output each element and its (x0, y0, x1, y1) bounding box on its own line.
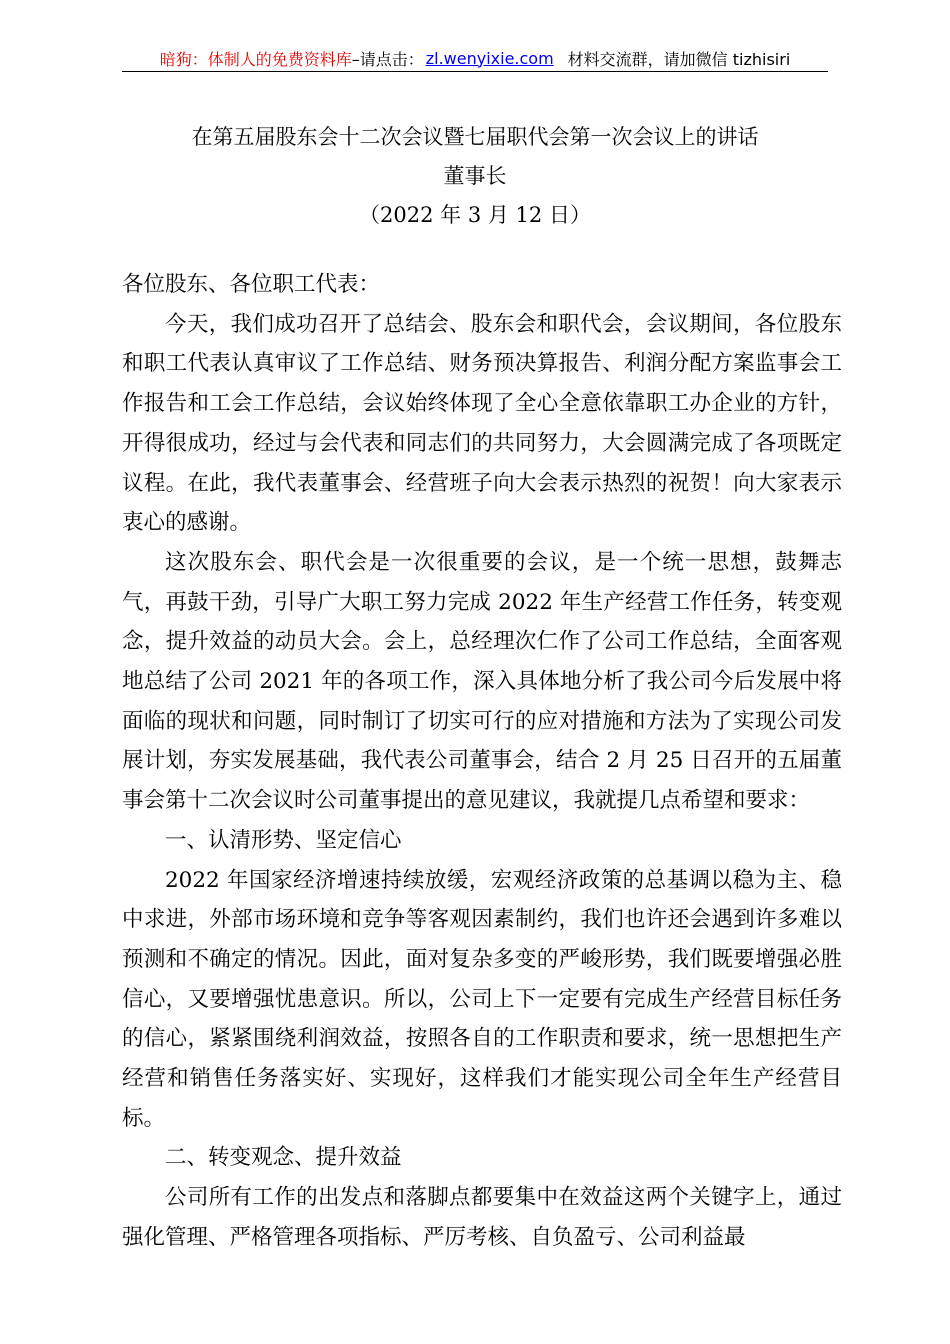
salutation: 各位股东、各位职工代表： (122, 272, 381, 297)
title-block (122, 118, 828, 235)
paragraph-efficiency: 公司所有工作的出发点和落脚点都要集中在效益这两个关键字上，通过强化管理、严格管理各项指标、严厉考核、自负盈亏、公司利益最 (122, 1185, 842, 1250)
document-body (122, 265, 842, 1258)
watermark-header (122, 44, 828, 72)
header-divider (122, 71, 828, 72)
header-site-name: 暗狗：体制人的免费资料库 (159, 49, 352, 69)
paragraph-opening: 今天，我们成功召开了总结会、股东会和职代会，会议期间，各位股东和职工代表认真审议了工作总结、财务预决算报告、利润分配方案监事会工作报告和工会工作总结，会议始终体现了全心全意依靠职工办企业的方针，开得很成功，经过与会代表和同志们的共同努力，大会圆满完成了各项既定议程。在此，我代表董事会、经营班子向大会表示热烈的祝贺！向大家表示衷心的感谢。 (122, 311, 842, 536)
header-click-prompt: –请点击： (351, 49, 424, 69)
paragraph-meeting-significance: 这次股东会、职代会是一次很重要的会议，是一个统一思想，鼓舞志气，再鼓干劲，引导广大职工努力完成 2022 年生产经营工作任务，转变观念，提升效益的动员大会。会上，总经理次仁作了公司工作总结，全面客观地总结了公司 2021 年的各项工作，深入具体地分析了我公司今后发展中将面临的现状和问题，同时制订了切实可行的应对措施和方法为了实现公司发展计划，夯实发展基础，我代表公司董事会，结合 2 月 25 日召开的五届董事会第十二次会议时公司董事提出的意见建议，我就提几点希望和要求： (122, 549, 842, 814)
document-speaker: 董事长 (443, 164, 507, 188)
paragraph-situation: 2022 年国家经济增速持续放缓，宏观经济政策的总基调以稳为主、稳中求进，外部市场环境和竞争等客观因素制约，我们也许还会遇到许多难以预测和不确定的情况。因此，面对复杂多变的严峻形势，我们既要增强必胜信心，又要增强忧患意识。所以，公司上下一定要有完成生产经营目标任务的信心，紧紧围绕利润效益，按照各自的工作职责和要求，统一思想把生产经营和销售任务落实好、实现好，这样我们才能实现公司全年生产经营目标。 (122, 867, 842, 1131)
header-group-note: 材料交流群，请加微信 tizhisiri (567, 49, 791, 69)
header-link[interactable]: zl.wenyixie.com (425, 48, 554, 68)
document-date: （2022 年 3 月 12 日） (359, 203, 591, 227)
document-title: 在第五届股东会十二次会议暨七届职代会第一次会议上的讲话 (191, 125, 759, 149)
section-heading-2: 二、转变观念、提升效益 (165, 1145, 402, 1171)
section-heading-1: 一、认清形势、坚定信心 (165, 827, 402, 853)
